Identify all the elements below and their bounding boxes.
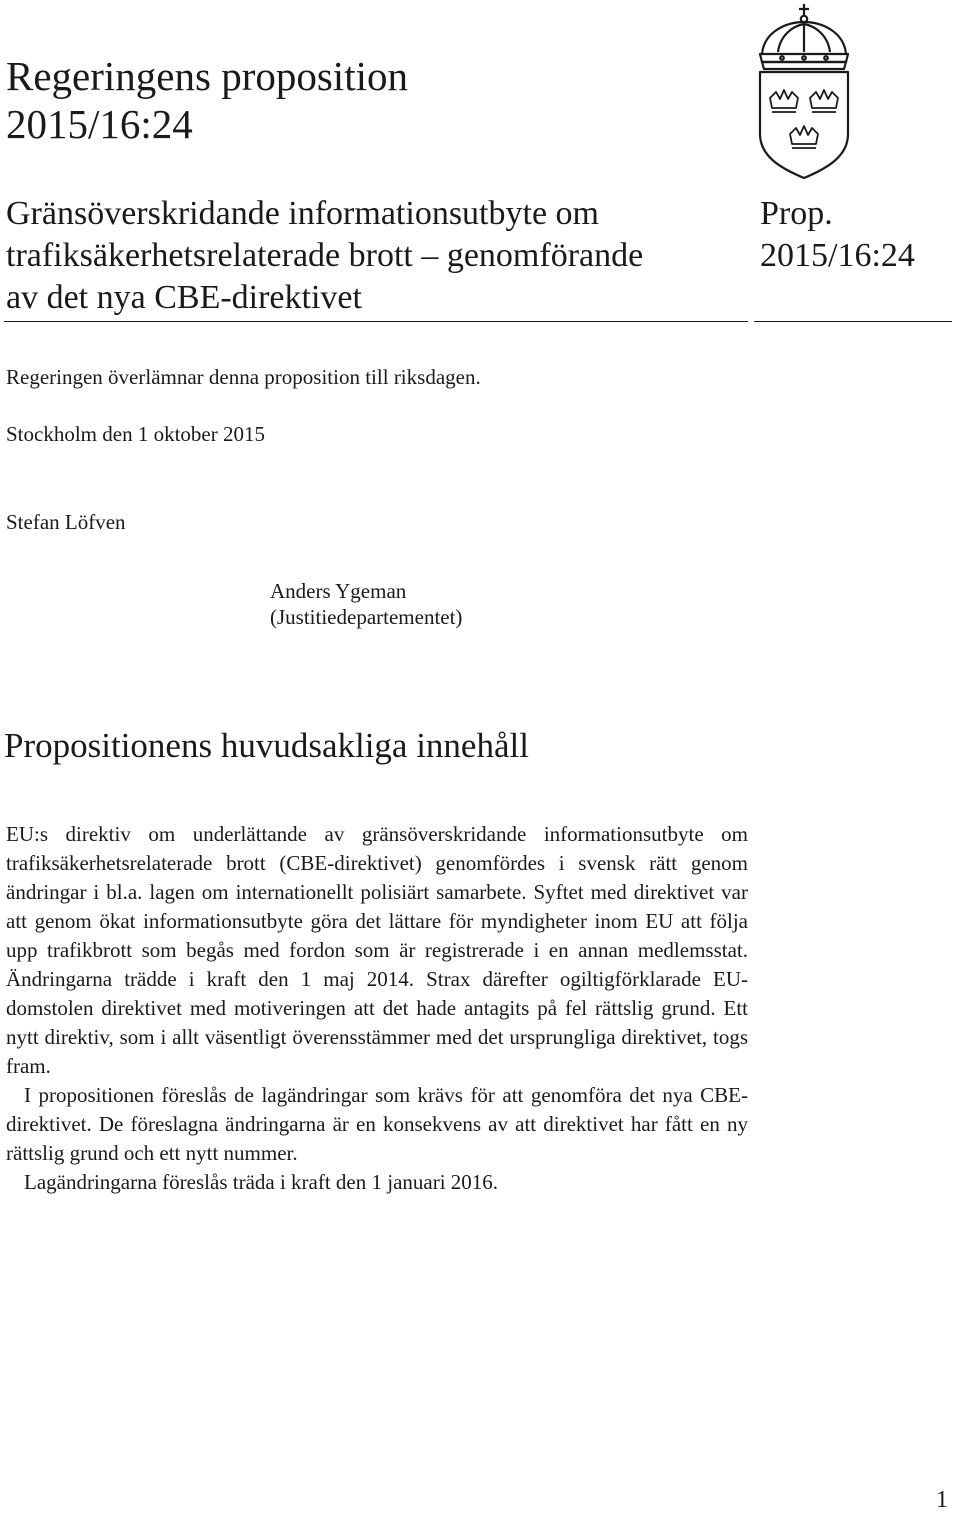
- side-label-prefix: Prop.: [760, 195, 833, 232]
- summary-paragraph: Lagändringarna föreslås träda i kraft den 1 januari 2016.: [24, 1170, 499, 1194]
- header-divider-right: [754, 321, 952, 322]
- subtitle-line-2: trafiksäkerhetsrelaterade brott – genomförande: [6, 237, 644, 274]
- document-number: 2015/16:24: [6, 101, 193, 147]
- proposition-side-label: [760, 193, 915, 277]
- summary-heading: Propositionens huvudsakliga innehåll: [4, 726, 529, 765]
- subtitle-line-3: av det nya CBE-direktivet: [6, 279, 362, 316]
- page-number: 1: [936, 1487, 948, 1513]
- minister-signature: Anders Ygeman: [270, 579, 407, 603]
- subtitle-line-1: Gränsöverskridande informationsutbyte om: [6, 195, 599, 232]
- side-label-number: 2015/16:24: [760, 237, 915, 274]
- document-title: [6, 52, 408, 148]
- department-name: (Justitiedepartementet): [270, 605, 463, 629]
- summary-paragraph: EU:s direktiv om underlättande av gränsöverskridande informationsutbyte om trafiksäkerhetsrelaterade brott (CBE-direktivet) genomfördes i svensk rätt genom ändringar i bl.a. lagen om internationellt polisiärt samarbete. Syftet med direktivet var att genom ökat informationsutbyte göra det lättare för myndigheter inom EU att följa upp trafikbrott som begås med fordon som är registrerade i en annan medlemsstat. Ändringarna trädde i kraft den 1 maj 2014. Strax därefter ogiltigförklarade EU-domstolen direktivet med motiveringen att det hade antagits på fel rättslig grund. Ett nytt direktiv, som i allt väsentligt överensstämmer med det ursprungliga direktivet, togs fram.: [6, 822, 748, 1078]
- prime-minister-signature: Stefan Löfven: [6, 510, 126, 534]
- header-divider-left: [4, 321, 748, 322]
- summary-body: [6, 820, 748, 1197]
- swedish-royal-crest-icon: [752, 2, 856, 180]
- summary-paragraph: I propositionen föreslås de lagändringar som krävs för att genomföra det nya CBE-direktivet. De föreslagna ändringarna är en konsekvens av att direktivet har fått en ny rättslig grund och ett nytt nummer.: [6, 1083, 748, 1165]
- place-and-date: Stockholm den 1 oktober 2015: [6, 422, 265, 446]
- handover-statement: Regeringen överlämnar denna proposition till riksdagen.: [6, 365, 481, 389]
- document-title-line: Regeringens proposition: [6, 53, 408, 99]
- document-subtitle: [6, 193, 643, 319]
